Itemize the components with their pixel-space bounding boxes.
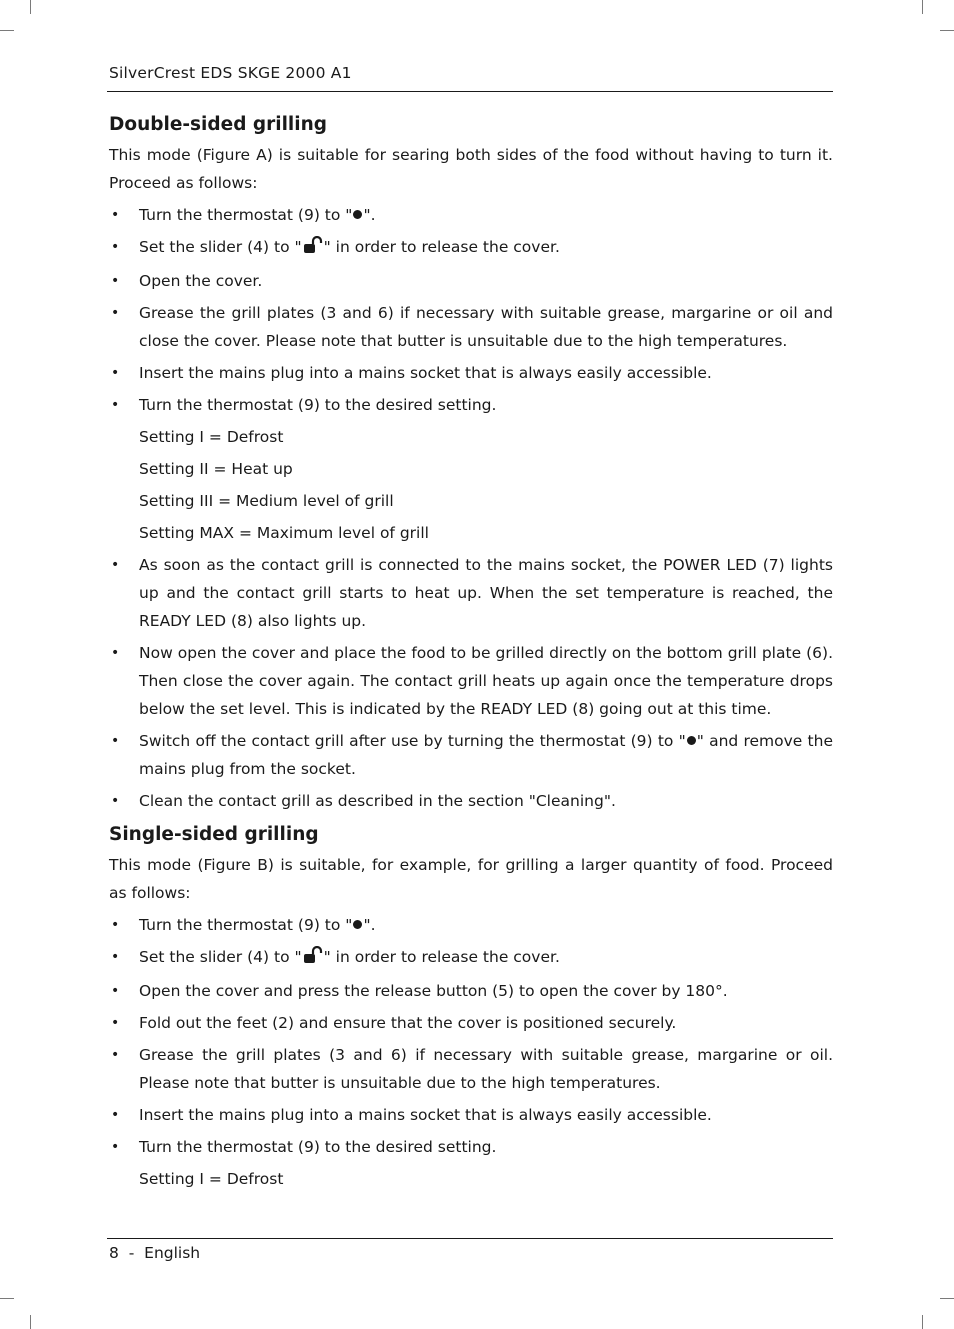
bullet: • (111, 917, 120, 933)
bullet: • (111, 239, 120, 255)
bullet: • (111, 1015, 120, 1031)
bullet: • (111, 207, 120, 223)
list-item: • Fold out the feet (2) and ensure that the cover is positioned securely. (109, 1009, 833, 1041)
bullet: • (111, 949, 120, 965)
unlocked-padlock-icon (302, 235, 324, 263)
page-footer: 8 - English (109, 1244, 201, 1262)
setting-line: Setting III = Medium level of grill (139, 492, 394, 510)
setting-line: Setting II = Heat up (139, 460, 293, 478)
page-header: SilverCrest EDS SKGE 2000 A1 (109, 64, 352, 82)
section-intro: This mode (Figure A) is suitable for searing both sides of the food without having to turn it. Proceed as follows: (109, 146, 833, 192)
list-item: • Switch off the contact grill after use by turning the thermostat (9) to " " and remove the mains plug from the socket. (109, 727, 833, 787)
list-item: • Open the cover. (109, 267, 833, 299)
bullet: • (111, 983, 120, 999)
bullet: • (111, 305, 120, 321)
crop-mark (0, 30, 14, 31)
footer-rule (107, 1238, 833, 1239)
steps-list (109, 551, 833, 819)
setting-line: Setting MAX = Maximum level of grill (139, 524, 429, 542)
bullet: • (111, 1047, 120, 1063)
bullet: • (111, 1139, 120, 1155)
bullet: • (111, 645, 120, 661)
list-item: • Insert the mains plug into a mains socket that is always easily accessible. (109, 359, 833, 391)
list-item: • Set the slider (4) to " " in order to release the cover. (109, 233, 833, 267)
section-heading-double-sided: Double-sided grilling (109, 114, 328, 135)
list-item: • Open the cover and press the release button (5) to open the cover by 180°. (109, 977, 833, 1009)
crop-mark (922, 1315, 923, 1329)
list-item: • Turn the thermostat (9) to " ". (109, 911, 833, 943)
crop-mark (30, 1315, 31, 1329)
bullet: • (111, 793, 120, 809)
crop-mark (0, 1298, 14, 1299)
list-item: • Set the slider (4) to " " in order to release the cover. (109, 943, 833, 977)
filled-dot-icon (353, 210, 362, 219)
list-item: • Turn the thermostat (9) to the desired setting. (109, 1133, 833, 1165)
bullet: • (111, 1107, 120, 1123)
page-content (109, 109, 833, 1197)
section-heading-single-sided: Single-sided grilling (109, 824, 319, 845)
list-item: • As soon as the contact grill is connected to the mains socket, the POWER LED (7) lights up and the contact grill starts to heat up. When the set temperature is reached, the READY LED (8) also lights up. (109, 551, 833, 639)
section-intro: This mode (Figure B) is suitable, for example, for grilling a larger quantity of food. Proceed as follows: (109, 856, 833, 902)
list-item: • Turn the thermostat (9) to the desired setting. (109, 391, 833, 423)
list-item: • Turn the thermostat (9) to " ". (109, 201, 833, 233)
list-item: • Insert the mains plug into a mains socket that is always easily accessible. (109, 1101, 833, 1133)
bullet: • (111, 733, 120, 749)
bullet: • (111, 365, 120, 381)
crop-mark (940, 30, 954, 31)
steps-list (109, 201, 833, 423)
crop-mark (30, 0, 31, 14)
header-rule (107, 91, 833, 92)
unlocked-padlock-icon (302, 945, 324, 973)
setting-line: Setting I = Defrost (139, 1170, 284, 1188)
bullet: • (111, 273, 120, 289)
list-item: • Grease the grill plates (3 and 6) if necessary with suitable grease, margarine or oil and close the cover. Please note that butter is unsuitable due to the high temperatures. (109, 299, 833, 359)
crop-mark (922, 0, 923, 14)
crop-mark (940, 1298, 954, 1299)
list-item: • Now open the cover and place the food to be grilled directly on the bottom grill plate (6). Then close the cover again. The contact grill heats up again once the temperature drops below the set level. This is indicated by the READY LED (8) going out at this time. (109, 639, 833, 727)
setting-line: Setting I = Defrost (139, 428, 284, 446)
filled-dot-icon (687, 736, 696, 745)
bullet: • (111, 397, 120, 413)
bullet: • (111, 557, 120, 573)
steps-list (109, 911, 833, 1165)
list-item: • Grease the grill plates (3 and 6) if necessary with suitable grease, margarine or oil. Please note that butter is unsuitable due to the high temperatures. (109, 1041, 833, 1101)
list-item: • Clean the contact grill as described in the section "Cleaning". (109, 787, 833, 819)
filled-dot-icon (353, 920, 362, 929)
